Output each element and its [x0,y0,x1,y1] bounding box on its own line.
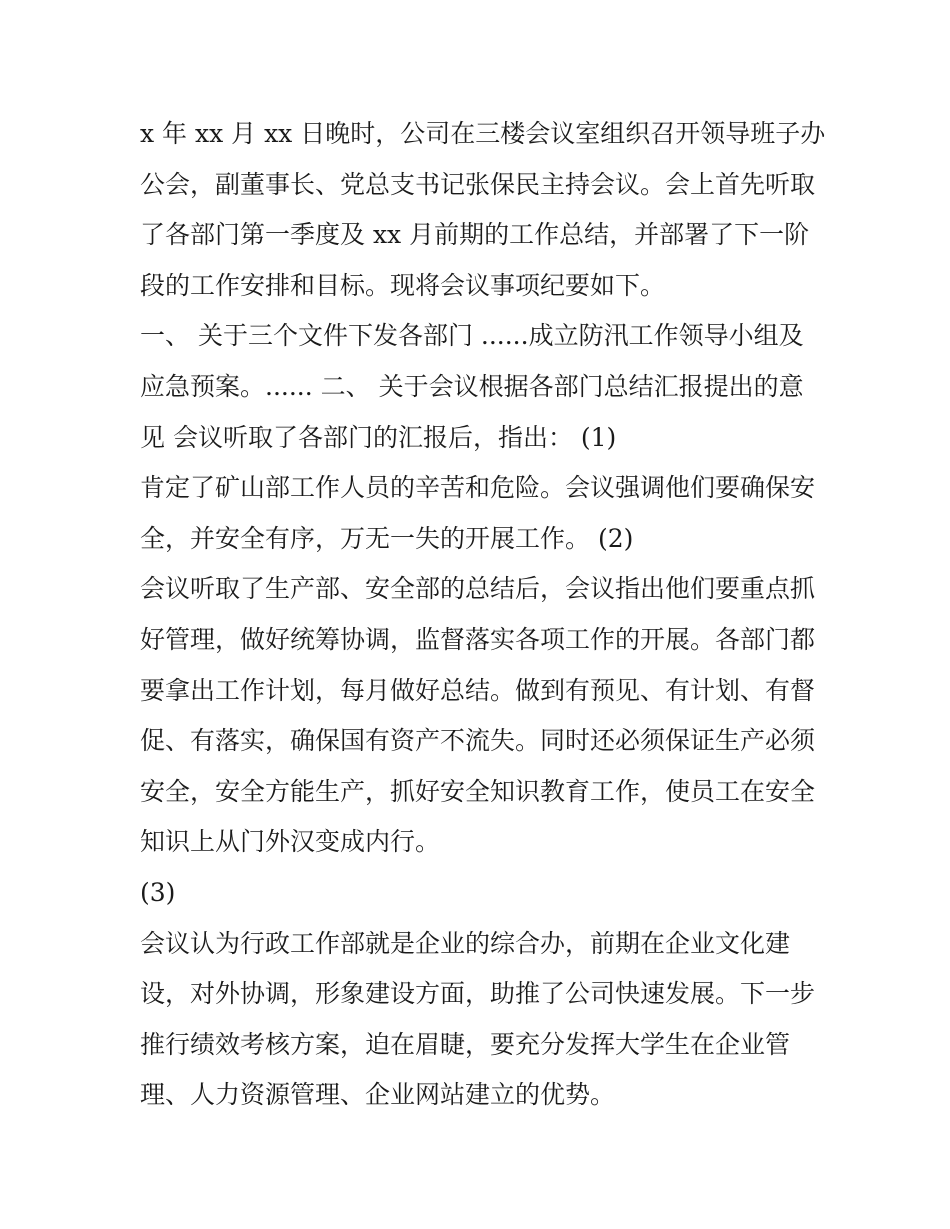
text-line: 全，并安全有序，万无一失的开展工作。 (2) [140,523,634,553]
text-line: 会议听取了生产部、安全部的总结后，会议指出他们要重点抓 [140,574,816,604]
text-line: (3) [140,877,176,907]
text-line: 要拿出工作计划，每月做好总结。做到有预见、有计划、有督 [140,675,816,705]
text-line: 段的工作安排和目标。现将会议事项纪要如下。 [140,270,666,300]
text-line: 安全，安全方能生产，抓好安全知识教育工作，使员工在安全 [140,776,816,806]
text-line: 一、 关于三个文件下发各部门 ......成立防汛工作领导小组及 [140,321,804,351]
document-body [140,109,826,1121]
text-line: 公会，副董事长、党总支书记张保民主持会议。会上首先听取 [140,169,816,199]
text-line: 见 会议听取了各部门的汇报后，指出： (1) [140,422,617,452]
text-line: 了各部门第一季度及 xx 月前期的工作总结，并部署了下一阶 [140,220,810,250]
text-line: x 年 xx 月 xx 日晚时，公司在三楼会议室组织召开领导班子办 [140,119,826,148]
text-line: 促、有落实，确保国有资产不流失。同时还必须保证生产必须 [140,726,816,756]
text-line: 理、人力资源管理、企业网站建立的优势。 [140,1080,616,1110]
text-line: 肯定了矿山部工作人员的辛苦和危险。会议强调他们要确保安 [140,473,816,503]
text-line: 好管理，做好统筹协调，监督落实各项工作的开展。各部门都 [140,624,816,654]
text-line: 会议认为行政工作部就是企业的综合办，前期在企业文化建 [140,928,791,958]
text-line: 应急预案。...... 二、 关于会议根据各部门总结汇报提出的意 [140,371,804,401]
text-line: 推行绩效考核方案，迫在眉睫，要充分发挥大学生在企业管 [140,1029,791,1059]
text-line: 设，对外协调，形象建设方面，助推了公司快速发展。下一步 [140,979,816,1009]
text-line: 知识上从门外汉变成内行。 [140,827,441,857]
